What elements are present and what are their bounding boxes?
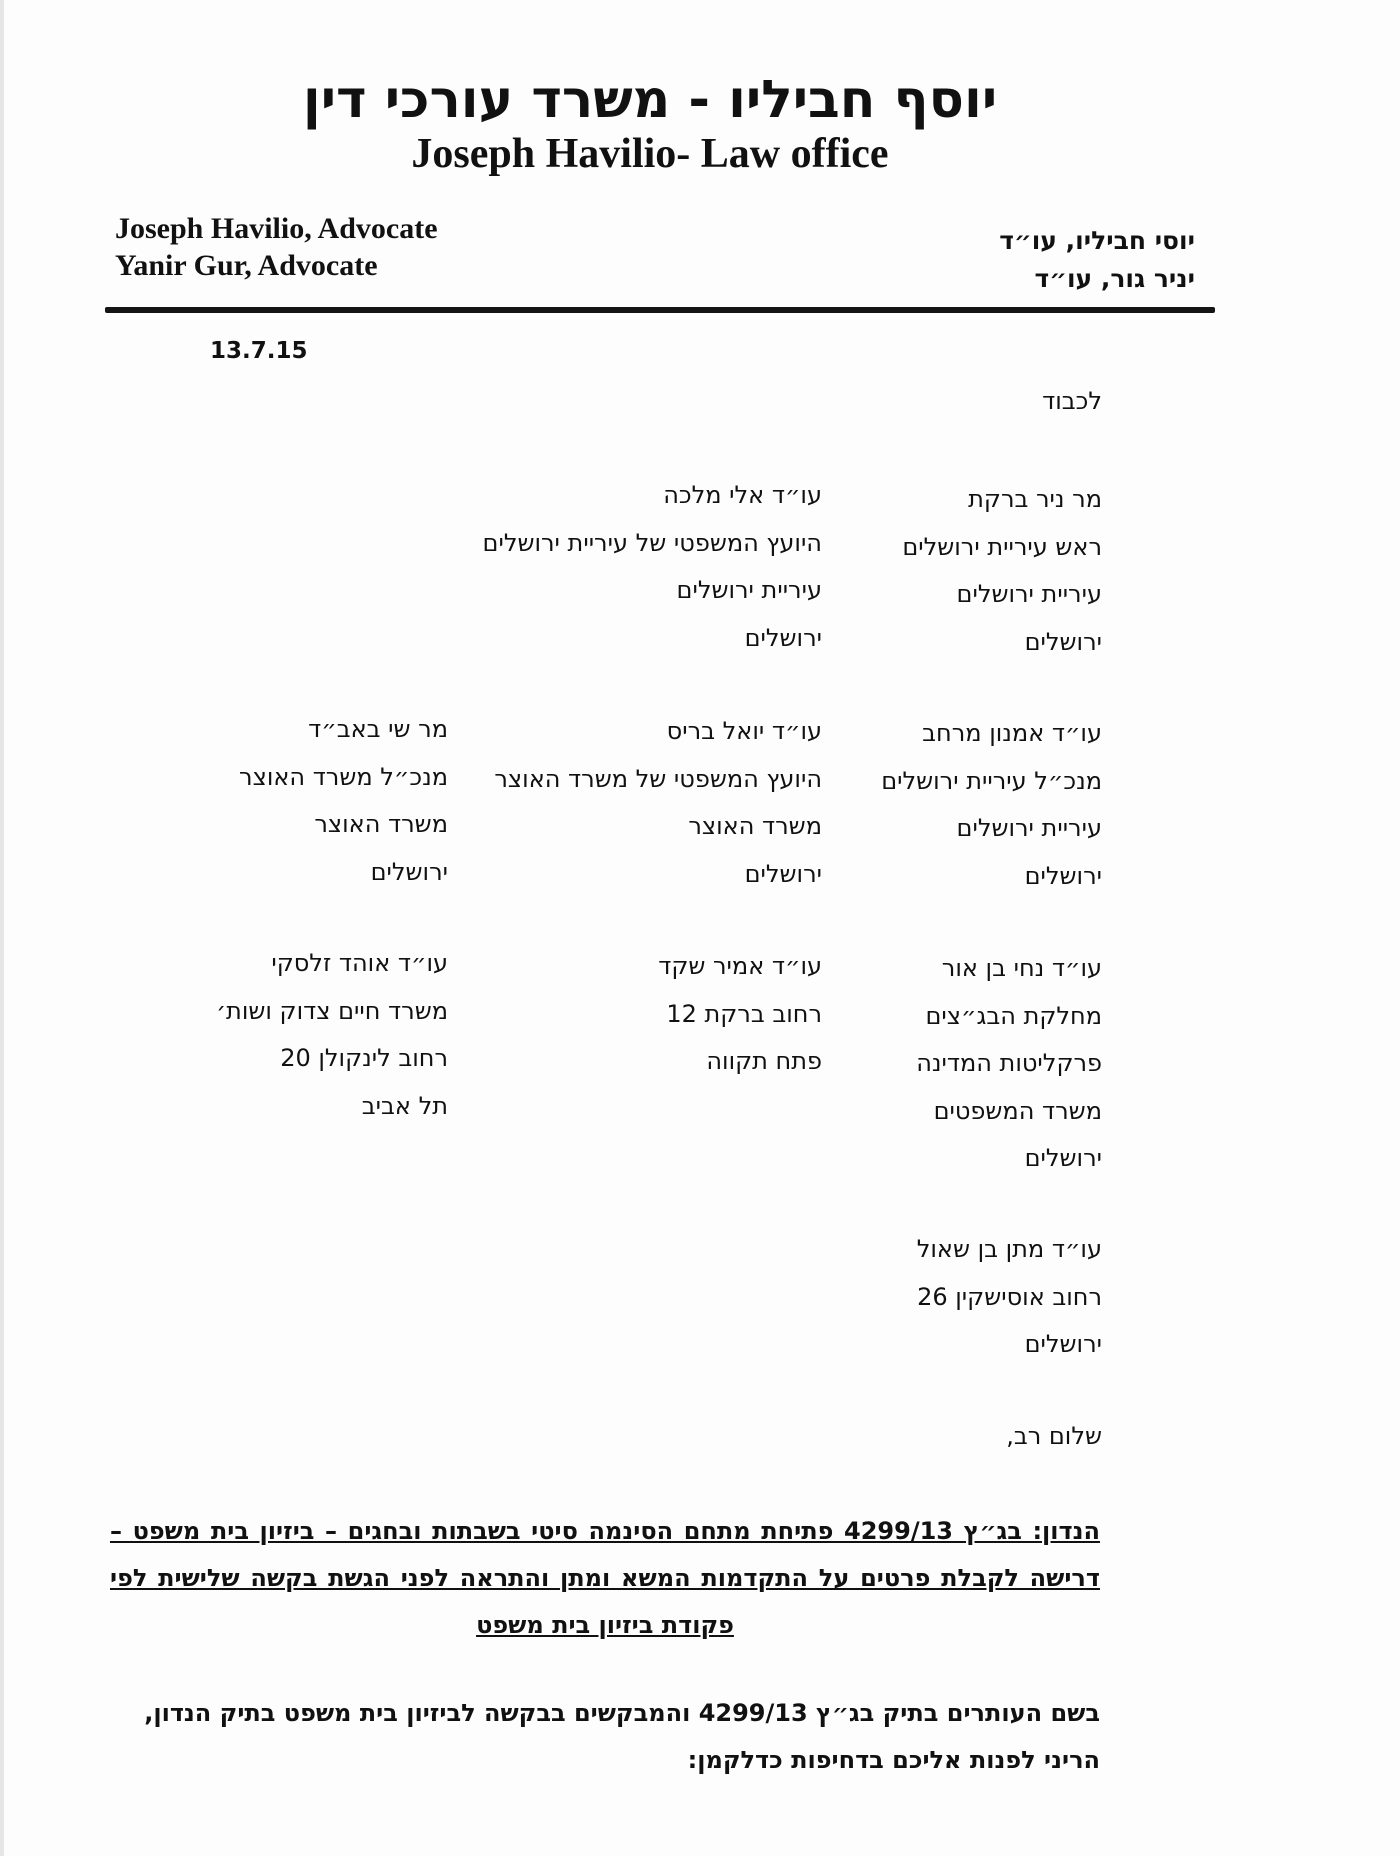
recipient-block (658, 943, 822, 1086)
recipient-line: משרד האוצר (688, 812, 822, 840)
attorney-name-english: Joseph Havilio, Advocate (115, 212, 438, 245)
recipient-line: ירושלים (1024, 1144, 1102, 1172)
attorney-name-english: Yanir Gur, Advocate (115, 249, 378, 282)
recipient-block (916, 945, 1102, 1183)
recipient-line: מר ניר ברקת (968, 485, 1102, 513)
recipient-line: פתח תקווה (706, 1047, 822, 1075)
body-paragraph (110, 1690, 1100, 1784)
recipient-line: ירושלים (1024, 627, 1102, 656)
recipient-line: משרד המשפטים (933, 1096, 1102, 1125)
recipient-line: עו״ד מתן בן שאול (916, 1235, 1102, 1263)
recipient-line: ירושלים (744, 859, 822, 888)
recipient-line: משרד האוצר (314, 810, 448, 838)
recipient-block (483, 472, 822, 662)
recipient-block (917, 1226, 1102, 1369)
recipient-line: מחלקת הבג״צים (925, 1001, 1102, 1030)
attorney-names-hebrew (999, 222, 1195, 298)
recipient-line: רחוב לינקולן 20 (280, 1044, 448, 1072)
page-edge (0, 0, 4, 1856)
letterhead-title-hebrew: יוסף חביליו - משרד עורכי דין (302, 70, 998, 130)
recipient-line: עו״ד אוהד זלסקי (271, 949, 448, 977)
salutation-text: לכבוד (1042, 387, 1102, 415)
recipient-line: ירושלים (370, 857, 448, 886)
recipient-line: מנכ״ל עיריית ירושלים (881, 766, 1102, 795)
recipient-line: עו״ד אלי מלכה (663, 481, 822, 509)
recipient-line: מר שי באב״ד (308, 715, 448, 743)
attorney-names-english (115, 210, 438, 284)
letter-date: 13.7.15 (210, 338, 308, 364)
recipient-line: עו״ד יואל בריס (666, 717, 822, 745)
recipient-line: משרד חיים צדוק ושות׳ (216, 996, 448, 1025)
body-line: הריני לפנות אליכם בדחיפות כדלקמן: (687, 1746, 1100, 1774)
subject-line: פקודת ביזיון בית משפט (476, 1611, 734, 1639)
recipient-line: ירושלים (744, 623, 822, 652)
recipient-block (239, 706, 448, 896)
recipient-line: ירושלים (1024, 1330, 1102, 1358)
recipient-block (216, 940, 448, 1130)
recipient-line: פרקליטות המדינה (916, 1049, 1102, 1077)
recipient-line: רחוב אוסישקין 26 (917, 1282, 1102, 1311)
recipient-line: רחוב ברקת 12 (666, 999, 822, 1028)
recipient-line: עיריית ירושלים (956, 814, 1102, 842)
recipient-line: עו״ד אמיר שקד (658, 952, 822, 980)
recipient-line: ראש עיריית ירושלים (902, 532, 1102, 561)
letterhead-title-english: Joseph Havilio- Law office (411, 131, 889, 177)
greeting (1006, 1413, 1102, 1461)
subject-line: הנדון: בג״ץ 4299/13 פתיחת מתחם הסינמה סיטי בשבתות ובחגים – ביזיון בית משפט – (110, 1517, 1100, 1545)
recipient-line: היועץ המשפטי של עיריית ירושלים (482, 528, 822, 557)
recipient-line: עו״ד נחי בן אור (941, 954, 1102, 982)
recipient-block (902, 476, 1102, 666)
recipient-line: תל אביב (361, 1091, 448, 1120)
letterhead-divider (105, 307, 1215, 313)
subject-line: דרישה לקבלת פרטים על התקדמות המשא ומתן והתראה לפני הגשת בקשה שלישית לפי (110, 1564, 1100, 1592)
greeting-text: שלום רב, (1006, 1422, 1102, 1450)
recipient-block (881, 710, 1102, 900)
recipient-line: מנכ״ל משרד האוצר (239, 762, 448, 791)
subject-block (110, 1508, 1100, 1649)
salutation (1042, 378, 1102, 426)
body-line: בשם העותרים בתיק בג״ץ 4299/13 והמבקשים בבקשה לביזיון בית משפט בתיק הנדון, (144, 1699, 1100, 1727)
recipient-line: ירושלים (1024, 861, 1102, 890)
recipient-block (494, 708, 822, 898)
recipient-line: היועץ המשפטי של משרד האוצר (494, 764, 822, 793)
attorney-name-hebrew: יניר גור, עו״ד (1034, 264, 1195, 293)
recipient-line: עו״ד אמנון מרחב (922, 719, 1102, 747)
attorney-name-hebrew: יוסי חביליו, עו״ד (999, 226, 1195, 255)
recipient-line: עיריית ירושלים (956, 580, 1102, 608)
recipient-line: עיריית ירושלים (676, 576, 822, 604)
